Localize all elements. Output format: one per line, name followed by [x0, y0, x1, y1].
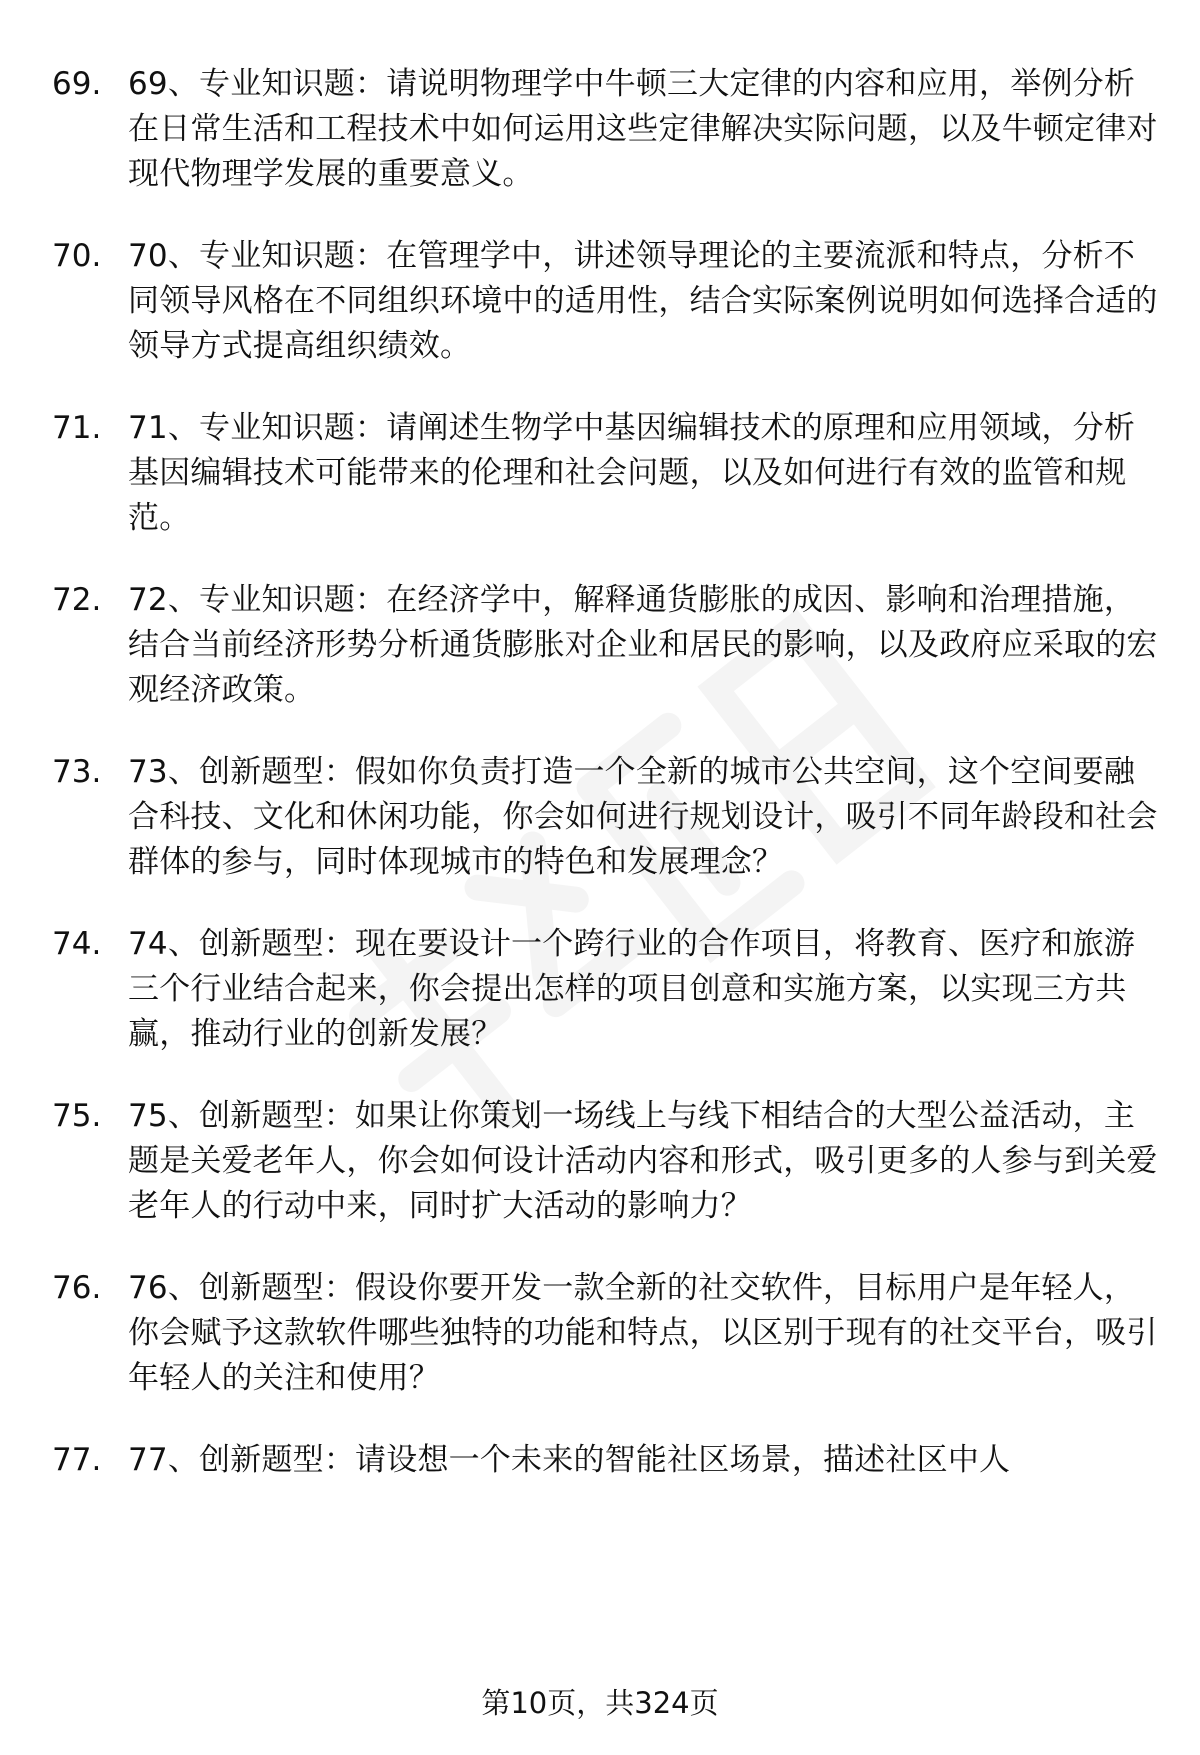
list-item: [0, 1094, 1200, 1229]
page-footer: 第10页，共324页: [481, 1686, 719, 1720]
question-text: 69、专业知识题：请说明物理学中牛顿三大定律的内容和应用，举例分析在日常生活和工程技术中如何运用这些定律解决实际问题，以及牛顿定律对现代物理学发展的重要意义。: [128, 66, 1158, 192]
question-text: 71、专业知识题：请阐述生物学中基因编辑技术的原理和应用领域，分析基因编辑技术可能带来的伦理和社会问题，以及如何进行有效的监管和规范。: [128, 410, 1136, 536]
question-number: 71.: [52, 410, 102, 446]
question-text: 75、创新题型：如果让你策划一场线上与线下相结合的大型公益活动，主题是关爱老年人，你会如何设计活动内容和形式，吸引更多的人参与到关爱老年人的行动中来，同时扩大活动的影响力？: [128, 1098, 1158, 1224]
list-item: [0, 1266, 1200, 1401]
question-number: 70.: [52, 238, 102, 274]
question-text: 76、创新题型：假设你要开发一款全新的社交软件，目标用户是年轻人，你会赋予这款软件哪些独特的功能和特点，以区别于现有的社交平台，吸引年轻人的关注和使用？: [128, 1270, 1158, 1396]
question-number: 75.: [52, 1098, 102, 1134]
question-text: 70、专业知识题：在管理学中，讲述领导理论的主要流派和特点，分析不同领导风格在不同组织环境中的适用性，结合实际案例说明如何选择合适的领导方式提高组织绩效。: [128, 238, 1158, 364]
question-number: 72.: [52, 582, 102, 618]
list-item: [0, 234, 1200, 369]
list-item: [0, 578, 1200, 713]
question-text: 74、创新题型：现在要设计一个跨行业的合作项目，将教育、医疗和旅游三个行业结合起来，你会提出怎样的项目创意和实施方案，以实现三方共赢，推动行业的创新发展？: [128, 926, 1136, 1052]
list-item: [0, 62, 1200, 197]
question-list: [0, 62, 1200, 1483]
question-number: 69.: [52, 66, 102, 102]
list-item: [0, 406, 1200, 541]
question-text: 72、专业知识题：在经济学中，解释通货膨胀的成因、影响和治理措施，结合当前经济形势分析通货膨胀对企业和居民的影响，以及政府应采取的宏观经济政策。: [128, 582, 1158, 708]
question-text: 77、创新题型：请设想一个未来的智能社区场景，描述社区中人: [128, 1442, 1011, 1478]
list-item: [0, 922, 1200, 1057]
question-text: 73、创新题型：假如你负责打造一个全新的城市公共空间，这个空间要融合科技、文化和休闲功能，你会如何进行规划设计，吸引不同年龄段和社会群体的参与，同时体现城市的特色和发展理念？: [128, 754, 1158, 880]
question-number: 77.: [52, 1442, 102, 1478]
question-number: 76.: [52, 1270, 102, 1306]
list-item: [0, 1438, 1200, 1483]
question-number: 73.: [52, 754, 102, 790]
question-number: 74.: [52, 926, 102, 962]
list-item: [0, 750, 1200, 885]
